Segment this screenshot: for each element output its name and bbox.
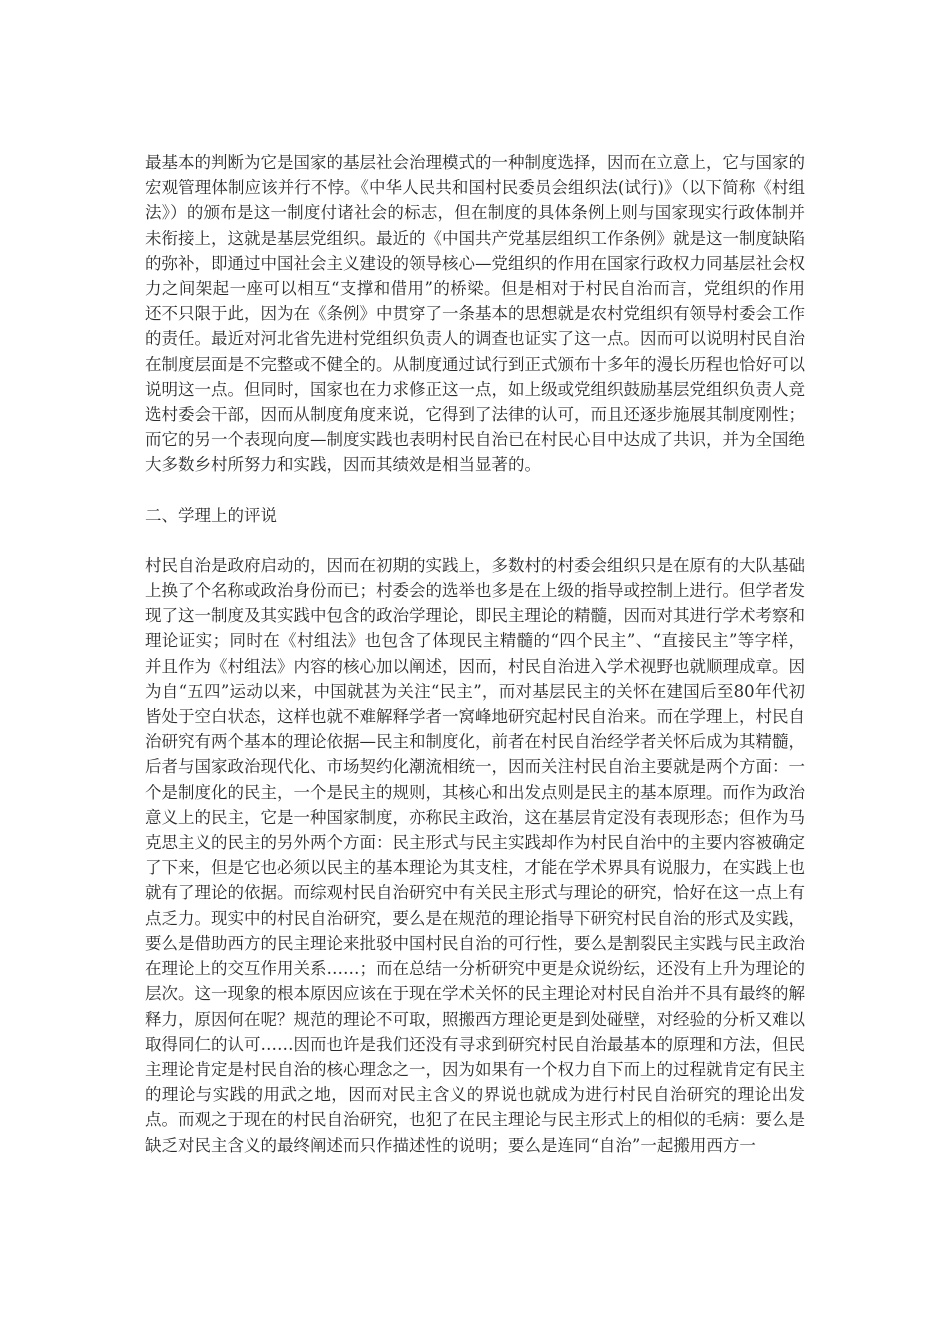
section-heading: 二、学理上的评说	[145, 505, 277, 525]
document-body	[145, 150, 805, 1158]
body-paragraph: 最基本的判断为它是国家的基层社会治理模式的一种制度选择，因而在立意上，它与国家的宏观管理体制应该并行不悖。《中华人民共和国村民委员会组织法(试行)》（以下简称《村组法》）的颁布是这一制度付诸社会的标志，但在制度的具体条例上则与国家现实行政体制并未衔接上，这就是基层党组织。最近的《中国共产党基层组织工作条例》就是这一制度缺陷的弥补，即通过中国社会主义建设的领导核心—党组织的作用在国家行政权力同基层社会权力之间架起一座可以相互“支撑和借用”的桥梁。但是相对于村民自治而言，党组织的作用还不只限于此，因为在《条例》中贯穿了一条基本的思想就是农村党组织有领导村委会工作的责任。最近对河北省先进村党组织负责人的调查也证实了这一点。因而可以说明村民自治在制度层面是不完整或不健全的。从制度通过试行到正式颁布十多年的漫长历程也恰好可以说明这一点。但同时，国家也在力求修正这一点，如上级或党组织鼓励基层党组织负责人竞选村委会干部，因而从制度角度来说，它得到了法律的认可，而且还逐步施展其制度刚性；而它的另一个表现向度—制度实践也表明村民自治已在村民心目中达成了共识，并为全国绝大多数乡村所努力和实践，因而其绩效是相当显著的。	[145, 153, 805, 475]
body-paragraph: 村民自治是政府启动的，因而在初期的实践上，多数村的村委会组织只是在原有的大队基础上换了个名称或政治身份而已；村委会的选举也多是在上级的指导或控制上进行。但学者发现了这一制度及其实践中包含的政治学理论，即民主理论的精髓，因而对其进行学术考察和理论证实；同时在《村组法》也包含了体现民主精髓的“四个民主”、“直接民主”等字样，并且作为《村组法》内容的核心加以阐述，因而，村民自治进入学术视野也就顺理成章。因为自“五四”运动以来，中国就甚为关注“民主”，而对基层民主的关怀在建国后至80年代初皆处于空白状态，这样也就不难解释学者一窝峰地研究起村民自治来。而在学理上，村民自治研究有两个基本的理论依据—民主和制度化，前者在村民自治经学者关怀后成为其精髓，后者与国家政治现代化、市场契约化潮流相统一，因而关注村民自治主要就是两个方面：一个是制度化的民主，一个是民主的规则，其核心和出发点则是民主的基本原理。而作为政治意义上的民主，它是一种国家制度，亦称民主政治，这在基层肯定没有表现形态；但作为马克思主义的民主的另外两个方面：民主形式与民主实践却作为村民自治中的主要内容被确定了下来，但是它也必须以民主的基本理论为其支柱，才能在学术界具有说服力，在实践上也就有了理论的依据。而综观村民自治研究中有关民主形式与理论的研究，恰好在这一点上有点乏力。现实中的村民自治研究，要么是在规范的理论指导下研究村民自治的形式及实践，要么是借助西方的民主理论来批驳中国村民自治的可行性，要么是割裂民主实践与民主政治在理论上的交互作用关系……；而在总结一分析研究中更是众说纷纭，还没有上升为理论的层次。这一现象的根本原因应该在于现在学术关怀的民主理论对村民自治并不具有最终的解释力，原因何在呢？规范的理论不可取，照搬西方理论更是到处碰壁，对经验的分析又难以取得同仁的认可……因而也许是我们还没有寻求到研究村民自治最基本的原理和方法，但民主理论肯定是村民自治的核心理念之一，因为如果有一个权力自下而上的过程就肯定有民主的理论与实践的用武之地，因而对民主含义的界说也就成为进行村民自治研究的理论出发点。而观之于现在的村民自治研究，也犯了在民主理论与民主形式上的相似的毛病：要么是缺乏对民主含义的最终阐述而只作描述性的说明；要么是连同“自治”一起搬用西方一	[145, 555, 805, 1155]
